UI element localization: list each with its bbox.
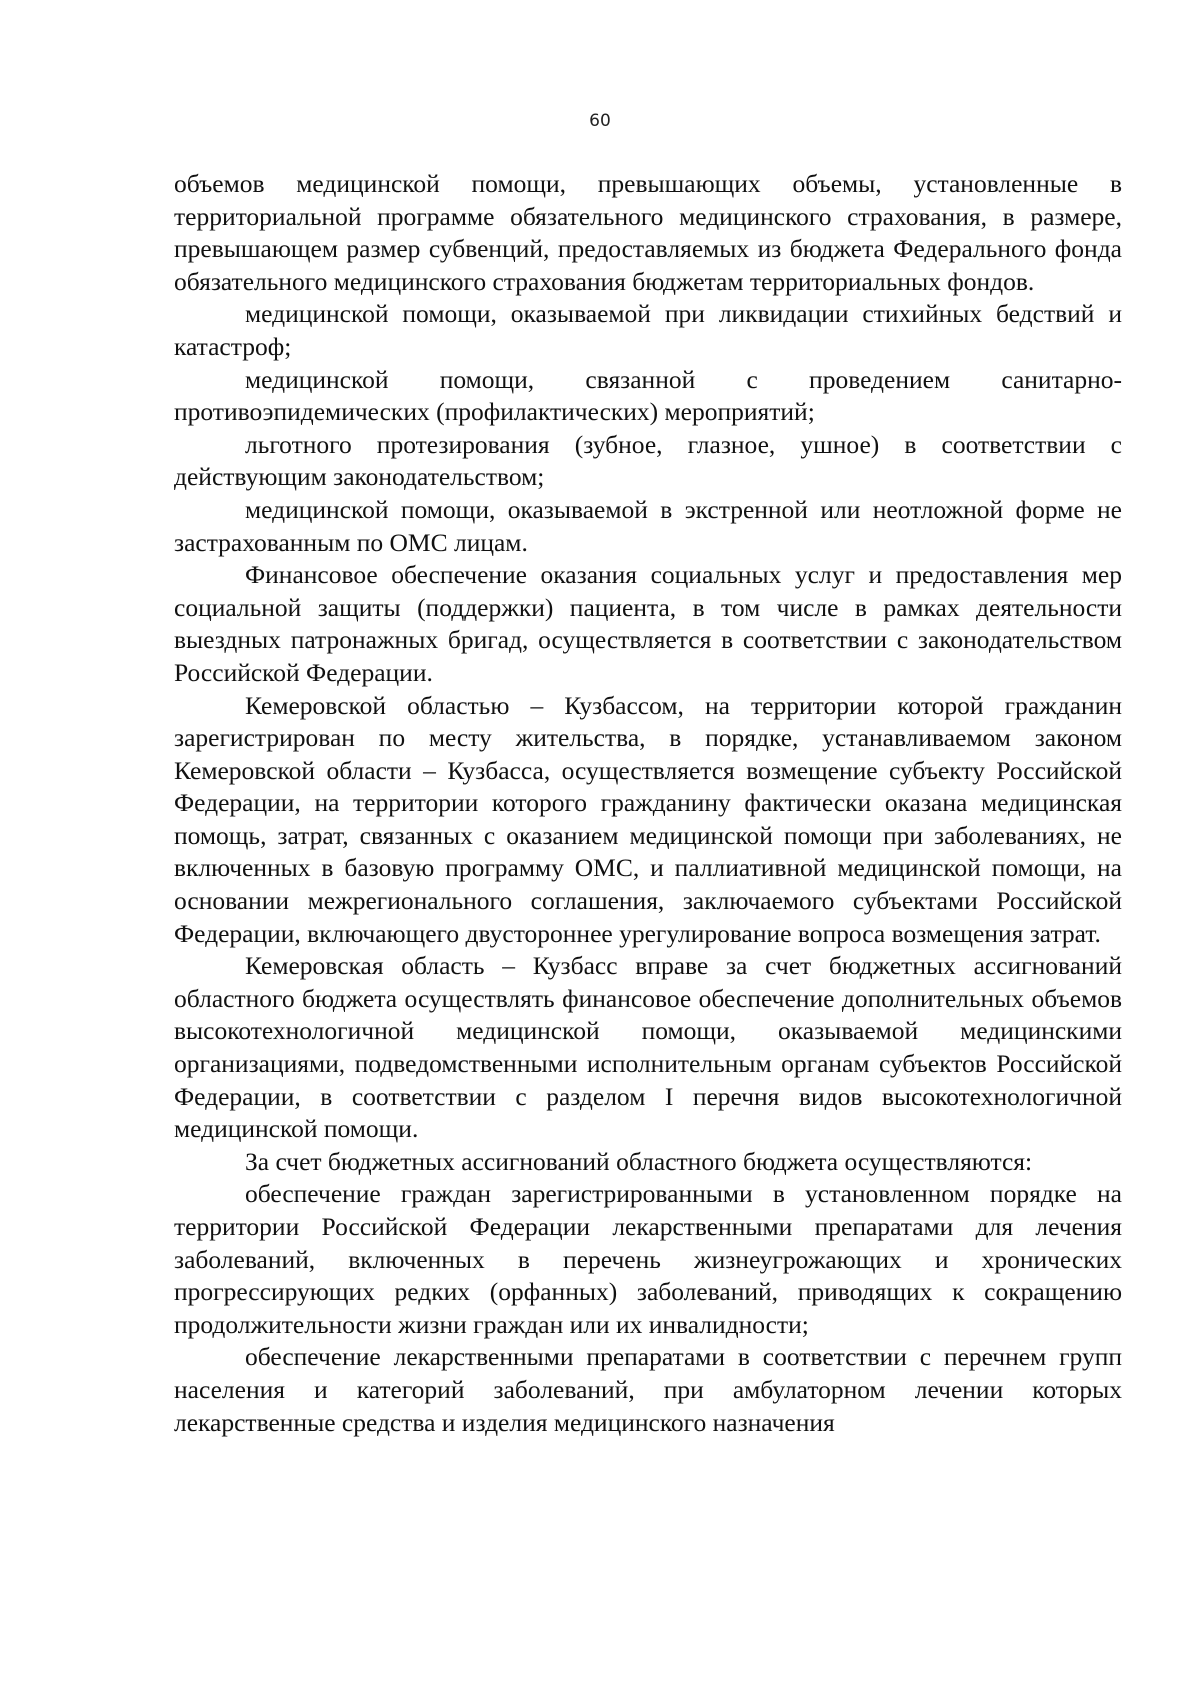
document-body <box>174 168 1122 1439</box>
paragraph-6: Финансовое обеспечение оказания социальных услуг и предоставления мер социальной защиты (поддержки) пациента, в том числе в рамках деятельности выездных патронажных бригад, осуществляется в соответствии с законодательством Российской Федерации. <box>174 560 1122 687</box>
paragraph-10: обеспечение граждан зарегистрированными в установленном порядке на территории Российской Федерации лекарственными препаратами для лечения заболеваний, включенных в перечень жизнеугрожающих и хронических прогрессирующих редких (орфанных) заболеваний, приводящих к сокращению продолжительности жизни граждан или их инвалидности; <box>174 1179 1122 1339</box>
paragraph-3: медицинской помощи, связанной с проведением санитарно-противоэпидемических (профилактических) мероприятий; <box>174 364 1122 427</box>
paragraph-11: обеспечение лекарственными препаратами в соответствии с перечнем групп населения и категорий заболеваний, при амбулаторном лечении которых лекарственные средства и изделия медицинского назначения <box>174 1342 1122 1437</box>
paragraph-7: Кемеровской областью – Кузбассом, на территории которой гражданин зарегистрирован по месту жительства, в порядке, устанавливаемом законом Кемеровской области – Кузбасса, осуществляется возмещение субъекту Российской Федерации, на территории которого гражданину фактически оказана медицинская помощь, затрат, связанных с оказанием медицинской помощи при заболеваниях, не включенных в базовую программу ОМС, и паллиативной медицинской помощи, на основании межрегионального соглашения, заключаемого субъектами Российской Федерации, включающего двустороннее урегулирование вопроса возмещения затрат. <box>174 690 1122 948</box>
paragraph-9: За счет бюджетных ассигнований областного бюджета осуществляются: <box>245 1146 1033 1176</box>
paragraph-1: объемов медицинской помощи, превышающих объемы, установленные в территориальной программе обязательного медицинского страхования, в размере, превышающем размер субвенций, предоставляемых из бюджета Федерального фонда обязательного медицинского страхования бюджетам территориальных фондов. <box>174 169 1122 296</box>
paragraph-5: медицинской помощи, оказываемой в экстренной или неотложной форме не застрахованным по ОМС лицам. <box>174 494 1122 557</box>
paragraph-4: льготного протезирования (зубное, глазное, ушное) в соответствии с действующим законодательством; <box>174 429 1122 492</box>
page-number: 60 <box>589 111 611 131</box>
paragraph-2: медицинской помощи, оказываемой при ликвидации стихийных бедствий и катастроф; <box>174 299 1122 361</box>
paragraph-8: Кемеровская область – Кузбасс вправе за счет бюджетных ассигнований областного бюджета осуществлять финансовое обеспечение дополнительных объемов высокотехнологичной медицинской помощи, оказываемой медицинскими организациями, подведомственными исполнительным органам субъектов Российской Федерации, в соответствии с разделом I перечня видов высокотехнологичной медицинской помощи. <box>174 951 1122 1144</box>
